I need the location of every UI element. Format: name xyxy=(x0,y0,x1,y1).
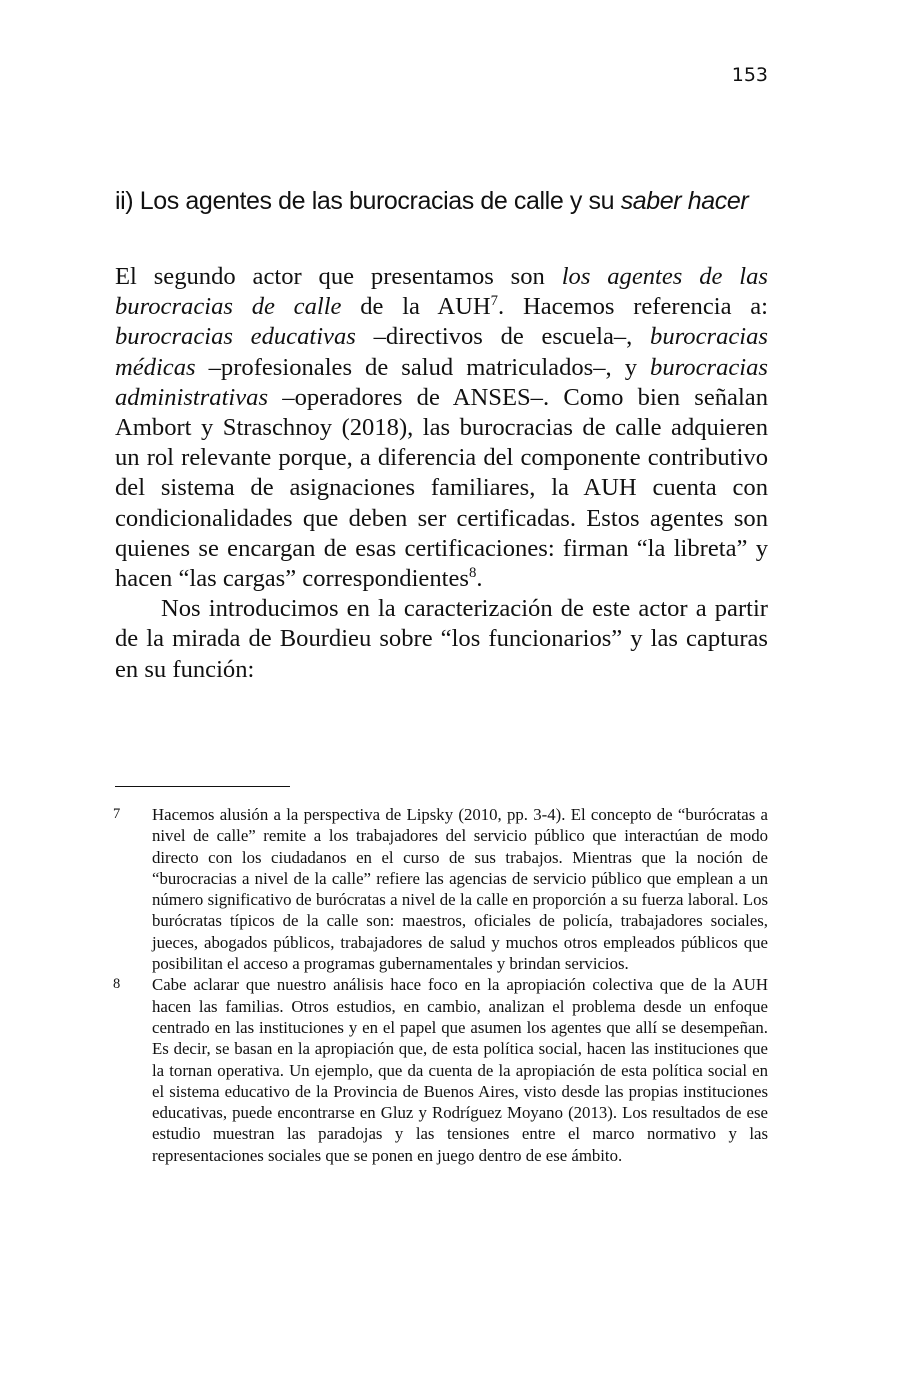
text-span: . xyxy=(476,565,483,593)
footnotes xyxy=(112,804,768,1166)
text-span: –profesionales de salud matriculados–, y xyxy=(195,353,651,381)
italic-term: burocracias educativas xyxy=(115,323,356,351)
italic-term: los agentes de las burocracias de calle xyxy=(115,263,768,321)
footnote-separator xyxy=(115,786,290,787)
paragraph-1 xyxy=(115,262,768,594)
section-heading-italic: saber hacer xyxy=(620,187,749,215)
text-span: –directivos de escuela–, xyxy=(355,323,651,351)
footnote-text: Hacemos alusión a la perspectiva de Lipsky (2010, pp. 3-4). El concepto de “burócratas a nivel de calle” remite a los trabajadores del servicio público que interactúan de modo directo con los ciudadanos en el curso de sus trabajos. Mientras que la noción de “burocracias a nivel de la calle” refiere las agencias de servicio público que emplean a un número significativo de burócratas a nivel de la calle en proporción a su fuerza laboral. Los burócratas típicos de la calle son: maestros, oficiales de policía, trabajadores sociales, jueces, abogados públicos, trabajadores de salud y muchos otros empleados públicos que posibilitan el acceso a programas gubernamentales y brindan servicios. xyxy=(152,805,768,974)
section-heading xyxy=(115,186,755,217)
italic-term: burocracias administrativas xyxy=(115,353,768,411)
text-span: El segundo actor que presentamos son xyxy=(115,263,562,290)
page-number: 153 xyxy=(731,64,768,86)
footnote-text: Cabe aclarar que nuestro análisis hace foco en la apropiación colectiva que de la AUH hacen las familias. Otros estudios, en cambio, analizan el problema desde un enfoque centrado en las instituciones y en el papel que asumen los agentes que allí se desempeñan. Es decir, se basan en la apropiación que, de esta política social, hacen las instituciones que la tornan operativa. Un ejemplo, que da cuenta de la apropiación de esta política social en el sistema educativo de la Provincia de Buenos Aires, visto desde las propias instituciones educativas, puede encontrarse en Gluz y Rodríguez Moyano (2013). Los resultados de ese estudio muestran las paradojas y las tensiones entre el marco normativo y las representaciones sociales que se ponen en juego dentro de ese ámbito. xyxy=(152,975,768,1165)
footnote-number: 7 xyxy=(113,806,121,822)
footnote-8 xyxy=(112,974,768,1166)
text-span: de la AUH xyxy=(341,293,491,321)
section-heading-text: ii) Los agentes de las burocracias de calle y su xyxy=(115,187,621,215)
footnote-7 xyxy=(112,804,768,974)
body-text xyxy=(115,262,768,685)
italic-term: burocracias médicas xyxy=(115,323,768,381)
paragraph-2: Nos introducimos en la caracterización de este actor a partir de la mirada de Bourdieu sobre “los funcionarios” y las capturas en su función: xyxy=(115,595,768,683)
text-span: –operadores de ANSES–. Como bien señalan Ambort y Straschnoy (2018), las burocracias de calle adquieren un rol relevante porque, a diferencia del componente contributivo del sistema de asignaciones familiares, la AUH cuenta con condicionalidades que deben ser certificadas. Estos agentes son quienes se encargan de esas certificaciones: firman “la libreta” y hacen “las cargas” correspondientes xyxy=(115,383,768,593)
footnote-ref-8[interactable]: 8 xyxy=(468,565,477,582)
text-span: . Hacemos referencia a: xyxy=(498,293,768,321)
footnote-number: 8 xyxy=(113,976,121,993)
footnote-ref-7[interactable]: 7 xyxy=(490,293,499,310)
